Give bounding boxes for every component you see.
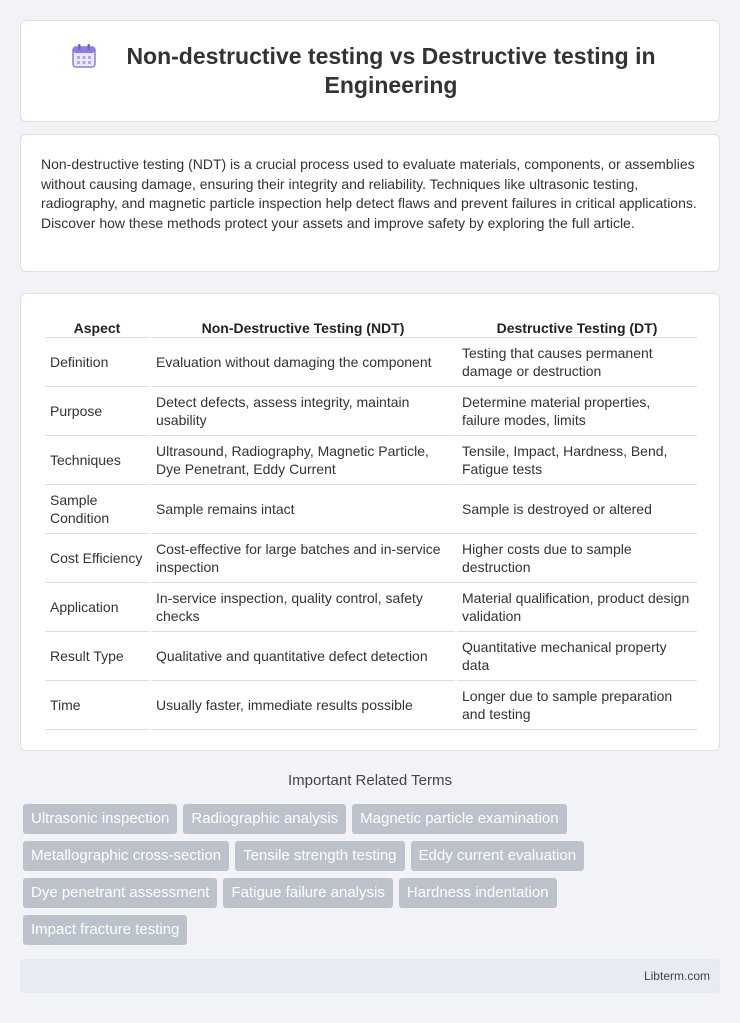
dt-cell: Quantitative mechanical property data	[457, 632, 697, 681]
table-row	[45, 485, 697, 534]
related-term-tag[interactable]: Radiographic analysis	[183, 804, 346, 834]
header-dt: Destructive Testing (DT)	[457, 314, 697, 338]
ndt-cell: Cost-effective for large batches and in-service inspection	[151, 534, 455, 583]
aspect-cell: Result Type	[45, 632, 149, 681]
ndt-cell: Ultrasound, Radiography, Magnetic Particle, Dye Penetrant, Eddy Current	[151, 436, 455, 485]
footer	[20, 959, 720, 993]
aspect-cell: Techniques	[45, 436, 149, 485]
header-ndt: Non-Destructive Testing (NDT)	[151, 314, 455, 338]
related-term-tag[interactable]: Ultrasonic inspection	[23, 804, 177, 834]
dt-cell: Material qualification, product design validation	[457, 583, 697, 632]
aspect-cell: Application	[45, 583, 149, 632]
comparison-card	[20, 293, 720, 751]
related-terms-list	[23, 804, 723, 945]
dt-cell: Tensile, Impact, Hardness, Bend, Fatigue tests	[457, 436, 697, 485]
related-term-tag[interactable]: Impact fracture testing	[23, 915, 187, 945]
header-aspect: Aspect	[45, 314, 149, 338]
table-row	[45, 583, 697, 632]
dt-cell: Sample is destroyed or altered	[457, 485, 697, 534]
intro-paragraph: Non-destructive testing (NDT) is a crucial process used to evaluate materials, components, or assemblies without causing damage, ensuring their integrity and reliability. Techniques like ultrasonic testing, radiography, and magnetic particle inspection help detect flaws and prevent failures in critical applications. Discover how these methods protect your assets and improve safety by exploring the full article.	[41, 156, 697, 231]
aspect-cell: Time	[45, 681, 149, 730]
ndt-cell: Sample remains intact	[151, 485, 455, 534]
page-title: Non-destructive testing vs Destructive testing in Engineering	[126, 43, 656, 98]
ndt-cell: Usually faster, immediate results possible	[151, 681, 455, 730]
ndt-cell: In-service inspection, quality control, safety checks	[151, 583, 455, 632]
dt-cell: Higher costs due to sample destruction	[457, 534, 697, 583]
footer-brand-link[interactable]: Libterm.com	[643, 969, 710, 983]
related-terms-title: Important Related Terms	[288, 772, 452, 789]
related-term-tag[interactable]: Tensile strength testing	[235, 841, 404, 871]
related-term-tag[interactable]: Dye penetrant assessment	[23, 878, 217, 908]
aspect-cell: Purpose	[45, 387, 149, 436]
title-card	[20, 20, 720, 122]
dt-cell: Determine material properties, failure modes, limits	[457, 387, 697, 436]
table-row	[45, 681, 697, 730]
dt-cell: Testing that causes permanent damage or destruction	[457, 338, 697, 387]
related-term-tag[interactable]: Fatigue failure analysis	[223, 878, 392, 908]
table-row	[45, 534, 697, 583]
table-row	[45, 387, 697, 436]
comparison-table	[43, 314, 699, 730]
related-term-tag[interactable]: Eddy current evaluation	[411, 841, 585, 871]
aspect-cell: Definition	[45, 338, 149, 387]
ndt-cell: Evaluation without damaging the component	[151, 338, 455, 387]
table-header-row	[45, 314, 697, 338]
table-row	[45, 338, 697, 387]
calendar-icon	[70, 42, 98, 70]
ndt-cell: Detect defects, assess integrity, maintain usability	[151, 387, 455, 436]
related-term-tag[interactable]: Hardness indentation	[399, 878, 557, 908]
table-row	[45, 632, 697, 681]
aspect-cell: Sample Condition	[45, 485, 149, 534]
dt-cell: Longer due to sample preparation and testing	[457, 681, 697, 730]
ndt-cell: Qualitative and quantitative defect detection	[151, 632, 455, 681]
table-row	[45, 436, 697, 485]
related-term-tag[interactable]: Metallographic cross-section	[23, 841, 229, 871]
aspect-cell: Cost Efficiency	[45, 534, 149, 583]
related-term-tag[interactable]: Magnetic particle examination	[352, 804, 566, 834]
intro-card	[20, 134, 720, 272]
